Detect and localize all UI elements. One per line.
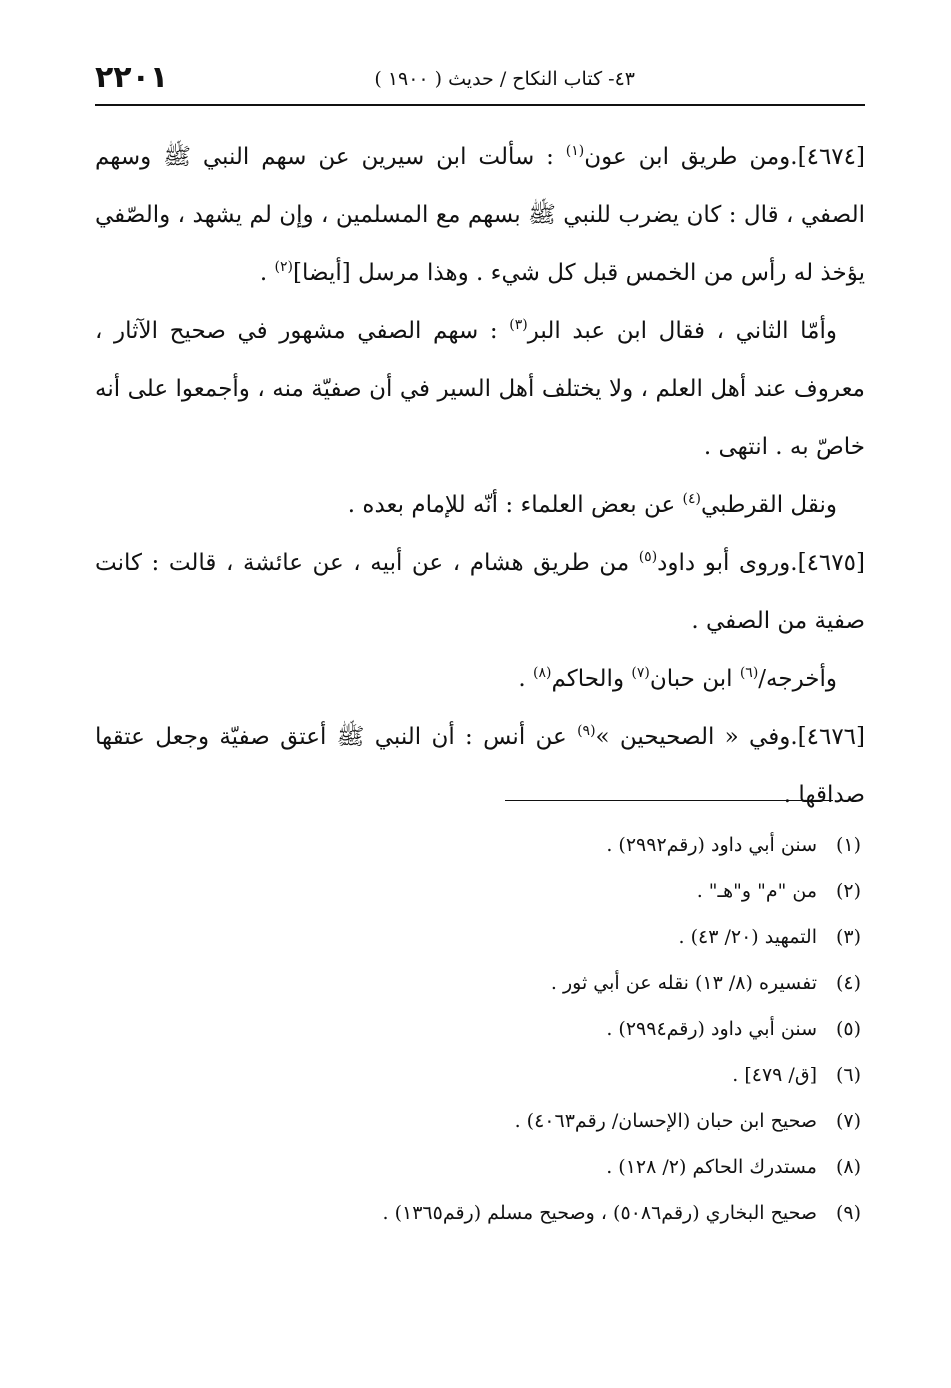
footnote-ref: (٦) xyxy=(739,665,759,681)
text-run: ومن طريق ابن عون xyxy=(584,144,791,170)
footnote-3 xyxy=(161,914,861,960)
paragraph-ibn-abd-al-barr xyxy=(95,302,865,476)
text-run: وأمّا الثاني ، فقال ابن عبد البر xyxy=(527,318,837,344)
footnote-number: (٤) xyxy=(835,972,861,994)
text-run: من طريق هشام ، عن أبيه ، عن عائشة ، قالت : كانت صفية من الصفي . xyxy=(95,550,865,634)
footnote-text: سنن أبي داود (رقم٢٩٩٤) . xyxy=(606,1018,817,1040)
main-text xyxy=(95,128,865,824)
footnote-text: صحيح ابن حبان (الإحسان/ رقم٤٠٦٣) . xyxy=(514,1110,817,1132)
hadith-number: [٤٦٧٦]. xyxy=(790,724,866,750)
text-run: وفي « الصحيحين » xyxy=(595,724,791,750)
footnote-9 xyxy=(161,1190,861,1236)
footnote-7 xyxy=(161,1098,861,1144)
text-run: وروى أبو داود xyxy=(657,550,791,576)
text-run: . xyxy=(518,666,533,692)
footnote-text: تفسيره (٨/ ١٣) نقله عن أبي ثور . xyxy=(550,972,817,994)
footnote-text: صحيح البخاري (رقم٥٠٨٦) ، وصحيح مسلم (رقم١٣٦٥) . xyxy=(382,1202,817,1224)
footnote-text: [ق/ ٤٧٩] . xyxy=(732,1064,817,1086)
footnote-number: (٥) xyxy=(835,1018,861,1040)
running-title: ٤٣- كتاب النكاح / حديث ( ١٩٠٠ ) xyxy=(374,68,635,90)
hadith-number: [٤٦٧٤]. xyxy=(790,144,865,170)
footnote-number: (٩) xyxy=(835,1202,861,1224)
footnote-ref: (٥) xyxy=(638,549,658,565)
text-run: : سهم الصفي مشهور في صحيح الآثار ، معروف عند أهل العلم ، ولا يختلف أهل السير في أن صفيّة منه ، وأجمعوا على أنه خاصّ به . انتهى . xyxy=(95,318,865,460)
footnote-text: من "م" و"هـ" . xyxy=(696,880,817,902)
footnote-number: (٧) xyxy=(835,1110,861,1132)
text-run: ونقل القرطبي xyxy=(700,492,837,518)
footnote-divider xyxy=(505,800,833,801)
footnote-ref: (٢) xyxy=(274,259,294,275)
footnote-number: (٢) xyxy=(835,880,861,902)
footnote-ref: (٩) xyxy=(577,723,596,739)
footnote-8 xyxy=(161,1144,861,1190)
footnote-ref: (١) xyxy=(565,143,585,159)
footnotes xyxy=(161,822,861,1236)
text-run: عن بعض العلماء : أنّه للإمام بعده . xyxy=(347,492,683,518)
paragraph-hadith-4676 xyxy=(95,708,865,824)
text-run: والحاكم xyxy=(551,666,632,692)
footnote-ref: (٨) xyxy=(532,665,552,681)
running-header xyxy=(95,56,865,104)
text-run: عن أنس : أن النبي ﷺ أعتق صفيّة وجعل عتقها صداقها . xyxy=(95,724,865,808)
footnote-text: التمهيد (٢٠/ ٤٣) . xyxy=(678,926,817,948)
footnote-text: مستدرك الحاكم (٢/ ١٢٨) . xyxy=(606,1156,817,1178)
footnote-ref: (٤) xyxy=(682,491,701,507)
paragraph-qurtubi xyxy=(95,476,865,534)
header-divider xyxy=(95,104,865,106)
footnote-5 xyxy=(161,1006,861,1052)
footnote-6 xyxy=(161,1052,861,1098)
footnote-number: (٦) xyxy=(835,1064,861,1086)
paragraph-hadith-4674 xyxy=(95,128,865,302)
page-number: ٢٢٠١ xyxy=(95,60,169,95)
footnote-text: سنن أبي داود (رقم٢٩٩٢) . xyxy=(606,834,817,856)
footnote-number: (٣) xyxy=(835,926,861,948)
footnote-ref: (٧) xyxy=(631,665,650,681)
hadith-number: [٤٦٧٥]. xyxy=(790,550,865,576)
text-run: . xyxy=(259,260,275,286)
text-run: ابن حبان xyxy=(649,666,740,692)
paragraph-hadith-4675 xyxy=(95,534,865,650)
footnote-2 xyxy=(161,868,861,914)
footnote-1 xyxy=(161,822,861,868)
footnote-number: (٨) xyxy=(835,1156,861,1178)
paragraph-takhrij xyxy=(95,650,865,708)
footnote-number: (١) xyxy=(835,834,861,856)
text-run: : سألت ابن سيرين عن سهم النبي ﷺ وسهم الصفي ، قال : كان يضرب للنبي ﷺ بسهم مع المسلمين ، وإن لم يشهد ، والصّفي يؤخذ له رأس من الخمس قبل كل شيء . وهذا مرسل [أيضا] xyxy=(95,144,865,286)
text-run: وأخرجه/ xyxy=(758,666,837,692)
footnote-ref: (٣) xyxy=(509,317,528,333)
footnote-4 xyxy=(161,960,861,1006)
